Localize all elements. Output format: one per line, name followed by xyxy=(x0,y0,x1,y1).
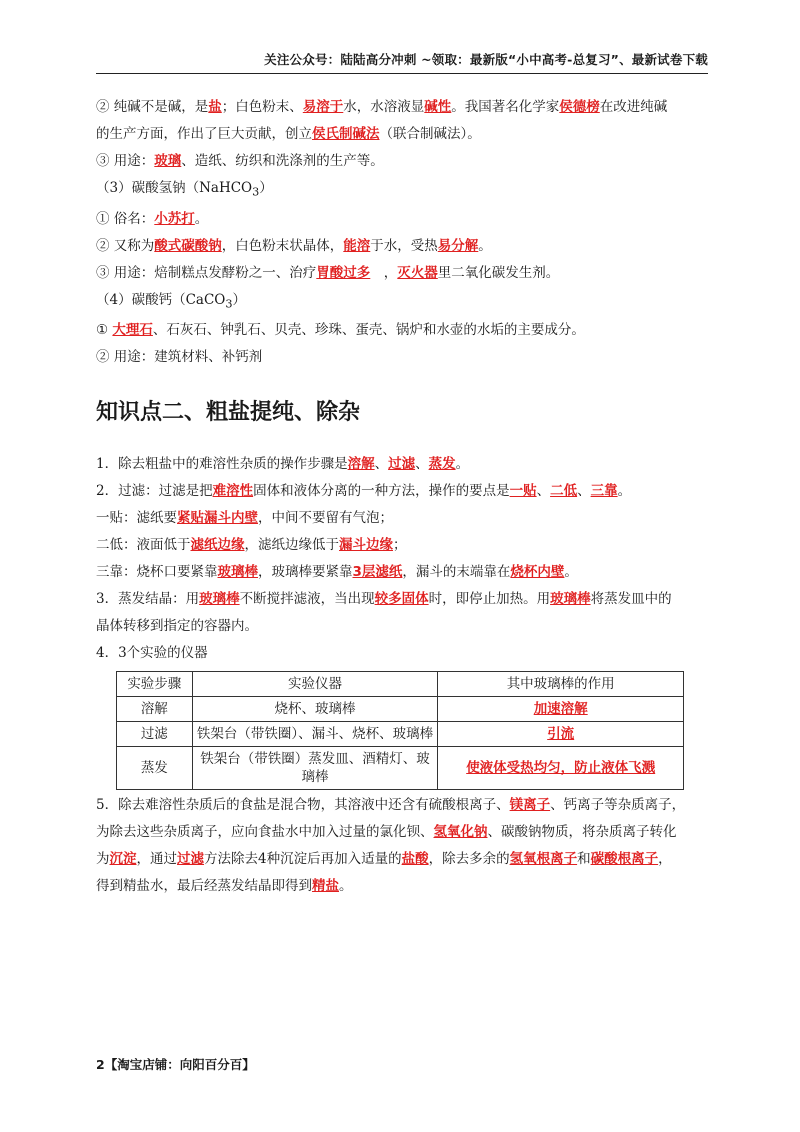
answer: 三靠 xyxy=(590,483,618,500)
answer: 易溶于 xyxy=(302,99,344,115)
table-cell: 过滤 xyxy=(117,722,193,747)
answer: 胃酸过多 xyxy=(316,264,371,281)
answer: 碳酸根离子 xyxy=(590,851,659,868)
paragraph: 得到精盐水，最后经蒸发结晶即得到精盐。 xyxy=(96,878,353,895)
paragraph: ① 大理石、石灰石、钟乳石、贝壳、珍珠、蛋壳、锅炉和水壶的水垢的主要成分。 xyxy=(96,322,585,339)
table-cell: 铁架台（带铁圈）、漏斗、烧杯、玻璃棒 xyxy=(192,722,438,747)
table-header-row xyxy=(117,672,684,697)
table-header-cell: 实验仪器 xyxy=(192,672,438,697)
answer: 紧贴漏斗内壁 xyxy=(177,510,258,527)
answer: 玻璃棒 xyxy=(199,591,240,608)
paragraph: ① 俗名：小苏打。 xyxy=(96,210,209,227)
paragraph: ③ 用途：玻璃、造纸、纺织和洗涤剂的生产等。 xyxy=(96,153,384,169)
document-body xyxy=(96,94,708,900)
instrument-table xyxy=(116,671,684,790)
paragraph: 3．蒸发结晶：用玻璃棒不断搅拌滤液，当出现较多固体时，即停止加热。用玻璃棒将蒸发皿中的 xyxy=(96,591,672,608)
answer: 一贴 xyxy=(509,483,537,500)
answer: 盐 xyxy=(208,99,222,115)
paragraph: 三靠：烧杯口要紧靠玻璃棒，玻璃棒要紧靠3层滤纸，漏斗的末端靠在烧杯内壁。 xyxy=(96,564,578,581)
table-cell: 溶解 xyxy=(117,697,193,722)
answer: 过滤 xyxy=(388,456,416,473)
answer: 酸式碳酸钠 xyxy=(154,237,222,254)
answer: 蒸发 xyxy=(428,456,456,473)
answer: 大理石 xyxy=(112,322,153,339)
answer: 镁离子 xyxy=(509,797,551,814)
page-footer: 2【淘宝店铺：向阳百分百】 xyxy=(96,1057,255,1072)
answer: 玻璃棒 xyxy=(550,591,591,608)
answer: 氢氧化钠 xyxy=(433,824,488,841)
answer: 二低 xyxy=(550,483,578,500)
answer: 烧杯内壁 xyxy=(510,564,565,581)
table-cell: 蒸发 xyxy=(117,747,193,790)
table-row xyxy=(117,722,684,747)
subsection-title: （3）碳酸氢钠（NaHCO$_3$） xyxy=(96,180,273,199)
answer: 引流 xyxy=(547,726,575,743)
paragraph: 2．过滤：过滤是把难溶性固体和液体分离的一种方法，操作的要点是一贴、二低、三靠。 xyxy=(96,483,632,500)
paragraph: 1．除去粗盐中的难溶性杂质的操作步骤是溶解、过滤、蒸发。 xyxy=(96,456,470,473)
answer: 精盐 xyxy=(312,878,339,895)
answer: 灭火器 xyxy=(397,264,438,281)
answer: 加速溶解 xyxy=(533,701,588,718)
paragraph: 4．3个实验的仪器 xyxy=(96,645,208,662)
paragraph: 一贴：滤纸要紧贴漏斗内壁，中间不要留有气泡； xyxy=(96,510,393,527)
answer: 小苏打 xyxy=(154,210,195,227)
paragraph: 为除去这些杂质离子，应向食盐水中加入过量的氯化钡、氢氧化钠、碳酸钠物质，将杂质离子转化 xyxy=(96,824,677,841)
table-row xyxy=(117,697,684,722)
paragraph: ② 又称为酸式碳酸钠，白色粉末状晶体，能溶于水，受热易分解。 xyxy=(96,237,492,254)
answer: 滤纸边缘 xyxy=(190,537,245,554)
table-cell: 烧杯、玻璃棒 xyxy=(192,697,438,722)
answer: 玻璃棒 xyxy=(217,564,258,581)
answer: 侯氏制碱法 xyxy=(312,126,380,142)
answer: 盐酸 xyxy=(401,851,429,868)
answer: 沉淀 xyxy=(109,851,137,868)
answer: 使液体受热均匀，防止液体飞溅 xyxy=(466,760,656,777)
table-cell: 铁架台（带铁圈）蒸发皿、酒精灯、玻璃棒 xyxy=(192,747,438,790)
paragraph: ② 用途：建筑材料、补钙剂 xyxy=(96,349,263,366)
answer: 玻璃 xyxy=(154,153,182,169)
table-cell xyxy=(438,747,684,790)
table-header-cell: 实验步骤 xyxy=(117,672,193,697)
answer: 漏斗边缘 xyxy=(339,537,393,554)
page-header: 关注公众号：陆陆高分冲刺 ~领取：最新版“小中高考-总复习”、最新试卷下载 xyxy=(96,50,708,74)
answer: 3层滤纸 xyxy=(352,564,403,581)
paragraph: 二低：液面低于滤纸边缘，滤纸边缘低于漏斗边缘； xyxy=(96,537,407,554)
answer: 溶解 xyxy=(347,456,375,473)
answer: 易分解 xyxy=(437,237,479,254)
paragraph: 为沉淀，通过过滤方法除去4种沉淀后再加入适量的盐酸，除去多余的氢氧根离子和碳酸根离子， xyxy=(96,851,672,868)
table-cell xyxy=(438,722,684,747)
table-cell xyxy=(438,697,684,722)
answer: 侯德榜 xyxy=(559,99,600,115)
paragraph: ② 纯碱不是碱，是盐；白色粉末、易溶于水，水溶液显碱性。我国著名化学家侯德榜在改进纯碱 xyxy=(96,99,668,115)
answer: 难溶性 xyxy=(212,483,254,500)
answer: 能溶 xyxy=(343,237,371,254)
section-heading: 知识点二、粗盐提纯、除杂 xyxy=(96,400,361,426)
subsection-title: （4）碳酸钙（CaCO$_3$） xyxy=(96,291,247,311)
paragraph: 的生产方面，作出了巨大贡献，创立侯氏制碱法（联合制碱法）。 xyxy=(96,126,481,142)
table-row xyxy=(117,747,684,790)
answer: 过滤 xyxy=(177,851,204,868)
table-header-cell: 其中玻璃棒的作用 xyxy=(438,672,684,697)
paragraph: 晶体转移到指定的容器内。 xyxy=(96,618,258,635)
answer: 碱性 xyxy=(424,99,452,115)
answer: 较多固体 xyxy=(374,591,429,608)
paragraph: ③ 用途：焙制糕点发酵粉之一、治疗胃酸过多 ，灭火器里二氧化碳发生剂。 xyxy=(96,264,560,281)
paragraph: 5．除去难溶性杂质后的食盐是混合物，其溶液中还含有硫酸根离子、镁离子、钙离子等杂质离子， xyxy=(96,797,686,814)
answer: 氢氧根离子 xyxy=(509,851,578,868)
